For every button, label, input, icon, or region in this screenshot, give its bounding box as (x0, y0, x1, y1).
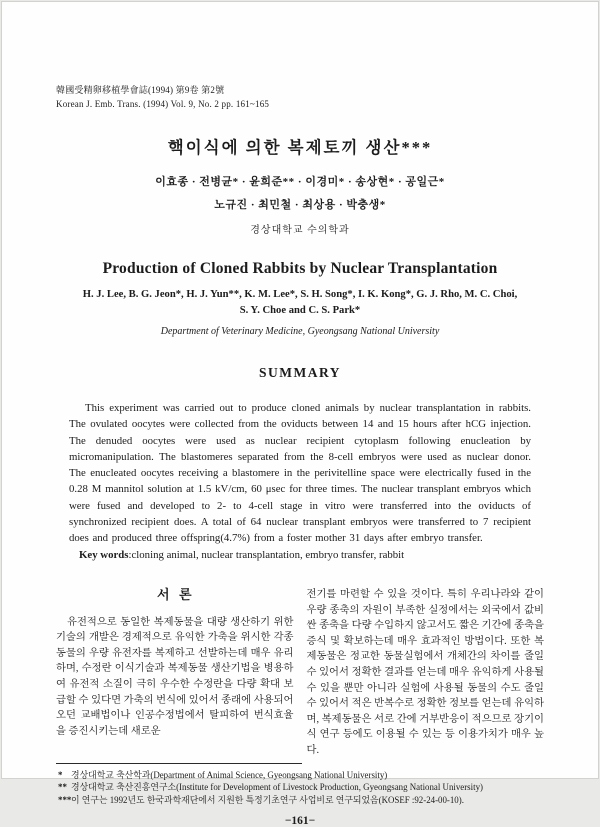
journal-title-english: Korean J. Emb. Trans. (1994) Vol. 9, No. 2 pp. 161~165 (56, 98, 270, 109)
footnote-marker: *** (58, 794, 72, 805)
intro-heading: 서 론 (156, 586, 193, 602)
footnote-marker: * (58, 769, 63, 780)
keywords-line (69, 547, 531, 563)
footnote-row (56, 769, 544, 782)
keywords-label: Key words (79, 548, 129, 561)
footnote-text: 이 연구는 1992년도 한국과학재단에서 지원한 특정기초연구 사업비로 연구되었음(KOSEF :92-24-00-10). (71, 794, 464, 805)
footnote-text: 경상대학교 축산학과(Department of Animal Science, Gyeongsang National University) (71, 769, 388, 780)
scanned-page (1, 1, 599, 827)
authors-english-line1: H. J. Lee, B. G. Jeon*, H. J. Yun**, K. M. Lee*, S. H. Song*, I. K. Kong*, G. J. Rho, M. C. Choi, (82, 289, 518, 300)
footnote-text: 경상대학교 축산진흥연구소(Institute for Development of Livestock Production, Gyeongsang National University) (71, 782, 483, 793)
intro-right-column (307, 587, 545, 759)
footnotes (56, 769, 544, 807)
footnote-marker: ** (58, 782, 67, 793)
introduction-section (56, 587, 544, 759)
affiliation-english: Department of Veterinary Medicine, Gyeongsang National University (160, 326, 440, 337)
journal-header (56, 84, 544, 111)
authors-korean-line1: 이효종 · 전병균* · 윤희준** · 이경미* · 송상현* · 공일근* (155, 176, 445, 188)
page-number: −161− (284, 815, 316, 827)
authors-english-line2: S. Y. Choe and C. S. Park* (239, 305, 361, 316)
intro-left-column (56, 587, 294, 759)
footnote-row (56, 794, 544, 807)
authors-english (56, 287, 544, 319)
keywords-text: :cloning animal, nuclear transplantation, embryo transfer, rabbit (128, 548, 405, 561)
journal-title-korean: 韓國受精卵移植學會誌(1994) 第9卷 第2號 (56, 85, 225, 95)
article-title-english: Production of Cloned Rabbits by Nuclear Transplantation (102, 260, 498, 277)
summary-heading: SUMMARY (258, 365, 341, 380)
article-title-korean: 핵이식에 의한 복제토끼 생산*** (167, 138, 433, 157)
authors-korean-line2: 노규진 · 최민철 · 최상용 · 박충생* (214, 199, 386, 211)
footnote-divider (56, 763, 302, 764)
summary-body: This experiment was carried out to produce cloned animals by nuclear transplantation in rabbits. The ovulated oocytes were collected from the oviducts between 14 and 15 hours after hCG injection. The denuded oocytes were used as nuclear recipient cytoplasm following enucleation by micromanipulation. The blastomeres separated from the 8-cell embryos were used as nuclear donor. The enucleated oocytes receiving a blastomere in the perivitelline space were electrically fused in the 0.28 M mannitol solution at 1.5 kV/cm, 60 μsec for three times. The nuclear transplant embryos which were fused and developed to 2- to 4-cell stage in vitro were transferred into the oviducts of synchronized recipient does. A total of 64 nuclear transplant embryos were transferred to 7 recipient does and produced three offspring(4.7%) from a foster mother 31 days after embryo transfer. (69, 402, 531, 545)
intro-right-text: 전기를 마련할 수 있을 것이다. 특히 우리나라와 같이 우량 종축의 자원이 부족한 실정에서는 외국에서 값비싼 종축을 다량 수입하지 않고서도 짧은 기간에 종축을 증식 및 확보하는데 매우 효과적인 방법이다. 또한 복제동물은 정교한 동물실험에서 개체간의 차이를 줄일 수 있어서 정확한 결과를 얻는데 매우 유익하게 사용될 수 있을 뿐만 아니라 실험에 사용될 동물의 수도 줄일 수 있어서 적은 반복수로 정확한 정보를 얻는데 유익하며, 복제동물은 서로 간에 거부반응이 적으므로 장기이식 연구 등에도 이용될 수 있는 등 이용가치가 매우 높다. (306, 588, 544, 756)
intro-left-text: 유전적으로 동일한 복제동물을 대량 생산하기 위한 기술의 개발은 경제적으로 유익한 가축을 위시한 각종 동물의 우량 유전자를 복제하고 선발하는데 매우 유리하며, 수정란 이식기술과 복제동물 생산기법을 병용하여 유전적 소질이 극히 우수한 수정란을 다량 확대 보급할 수 있다면 가축의 번식에 있어서 종래에 사용되어 오던 교배법이나 인공수정법에서 탈피하여 번식효율을 증진시키는데 새로운 (56, 616, 294, 737)
footnote-row (56, 781, 544, 794)
page-content (2, 2, 598, 827)
affiliation-korean: 경상대학교 수의학과 (250, 225, 350, 236)
